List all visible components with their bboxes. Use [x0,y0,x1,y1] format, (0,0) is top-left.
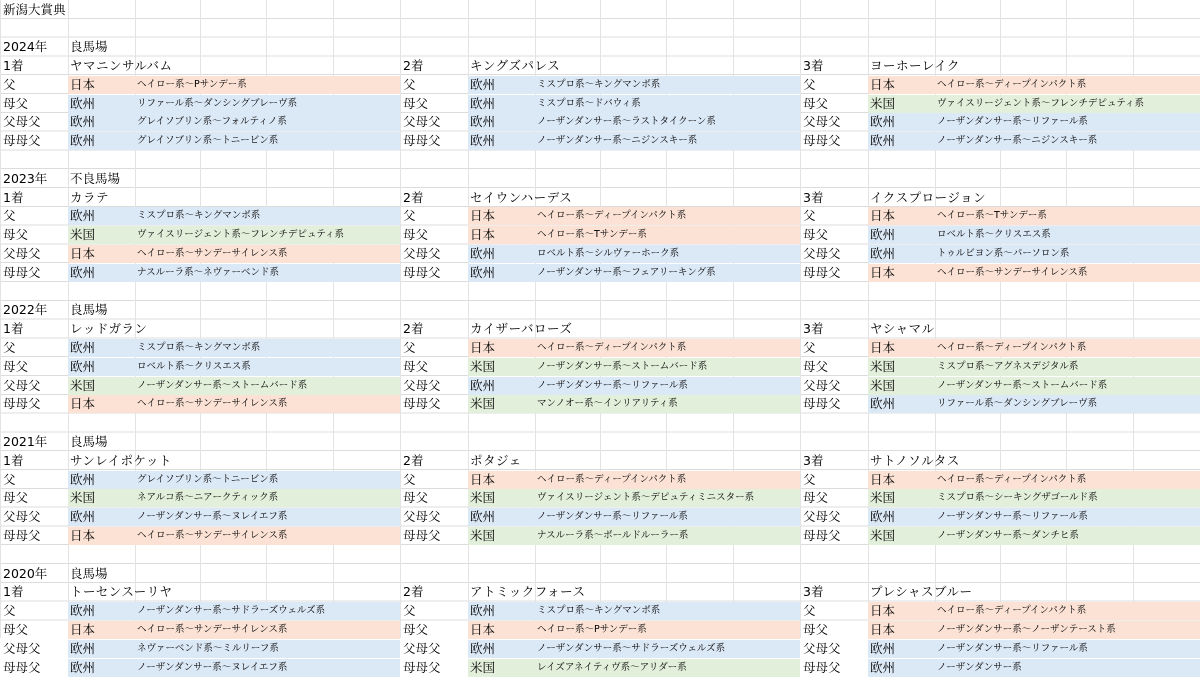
sire-line-cell[interactable]: ノーザンダンサー系～ストームバード系 [535,358,800,376]
region-cell[interactable]: 欧州 [868,395,935,413]
region-cell[interactable]: 欧州 [68,640,135,658]
horse-name-cell[interactable]: カイザーバローズ [470,321,573,337]
pedigree-label-cell[interactable]: 父母父 [3,640,41,656]
region-cell[interactable]: 欧州 [468,508,535,526]
pedigree-label-cell[interactable]: 母父 [403,490,429,506]
year-cell[interactable]: 2022年 [3,302,48,318]
region-cell[interactable]: 日本 [868,76,935,94]
sire-line-cell[interactable]: ノーザンダンサー系～リファール系 [535,508,800,526]
sire-line-cell[interactable]: ノーザンダンサー系～ニジンスキー系 [935,132,1200,150]
year-cell[interactable]: 2020年 [3,565,48,581]
sire-line-cell[interactable]: ミスプロ系～ドバウィ系 [535,95,800,113]
region-cell[interactable]: 欧州 [468,95,535,113]
region-cell[interactable]: 日本 [868,207,935,225]
placing-cell[interactable]: 1着 [3,189,24,205]
placing-cell[interactable]: 2着 [403,584,424,600]
region-cell[interactable]: 欧州 [468,113,535,131]
sire-line-cell[interactable]: レイズアネイティヴ系～アリダー系 [535,659,800,677]
region-cell[interactable]: 米国 [468,527,535,545]
region-cell[interactable]: 欧州 [68,358,135,376]
year-cell[interactable]: 2023年 [3,170,48,186]
region-cell[interactable]: 日本 [68,621,135,639]
sire-line-cell[interactable]: ヘイロー系～サンデーサイレンス系 [135,621,400,639]
region-cell[interactable]: 米国 [468,489,535,507]
pedigree-label-cell[interactable]: 母父 [803,95,829,111]
placing-cell[interactable]: 2着 [403,452,424,468]
region-cell[interactable]: 米国 [468,395,535,413]
region-cell[interactable]: 日本 [68,245,135,263]
pedigree-label-cell[interactable]: 父母父 [3,114,41,130]
pedigree-label-cell[interactable]: 母父 [803,227,829,243]
pedigree-label-cell[interactable]: 父 [403,76,416,92]
sire-line-cell[interactable]: ヘイロー系～Tサンデー系 [535,226,800,244]
pedigree-label-cell[interactable]: 母父 [3,621,29,637]
sire-line-cell[interactable]: ヘイロー系～サンデーサイレンス系 [135,527,400,545]
horse-name-cell[interactable]: ヨーホーレイク [870,57,960,73]
region-cell[interactable]: 欧州 [868,508,935,526]
sire-line-cell[interactable]: トゥルビヨン系～パーソロン系 [935,245,1200,263]
horse-name-cell[interactable]: レッドガラン [70,321,148,337]
sire-line-cell[interactable]: グレイソブリン系～トニービン系 [135,132,400,150]
pedigree-label-cell[interactable]: 父 [3,471,16,487]
pedigree-label-cell[interactable]: 父母父 [3,509,41,525]
sire-line-cell[interactable]: ヴァイスリージェント系～フレンチデピュティ系 [935,95,1200,113]
sire-line-cell[interactable]: ヘイロー系～ディープインパクト系 [935,76,1200,94]
sire-line-cell[interactable]: ノーザンダンサー系～リファール系 [935,113,1200,131]
pedigree-label-cell[interactable]: 母父 [803,621,829,637]
pedigree-label-cell[interactable]: 父 [803,603,816,619]
pedigree-label-cell[interactable]: 母母父 [803,527,841,543]
pedigree-label-cell[interactable]: 父 [403,603,416,619]
sire-line-cell[interactable]: ノーザンダンサー系～ノーザンテースト系 [935,621,1200,639]
sire-line-cell[interactable]: ノーザンダンサー系～ストームバード系 [135,377,400,395]
region-cell[interactable]: 欧州 [468,245,535,263]
sire-line-cell[interactable]: ミスプロ系～キングマンボ系 [535,76,800,94]
placing-cell[interactable]: 1着 [3,584,24,600]
track-condition-cell[interactable]: 良馬場 [70,433,108,449]
sire-line-cell[interactable]: ヘイロー系～ディープインパクト系 [935,339,1200,357]
sire-line-cell[interactable]: ミスプロ系～シーキングザゴールド系 [935,489,1200,507]
horse-name-cell[interactable]: イクスプロージョン [870,189,987,205]
placing-cell[interactable]: 1着 [3,57,24,73]
sire-line-cell[interactable]: ナスルーラ系～ボールドルーラー系 [535,527,800,545]
pedigree-label-cell[interactable]: 母父 [403,227,429,243]
horse-name-cell[interactable]: アトミックフォース [470,584,586,600]
region-cell[interactable]: 欧州 [68,132,135,150]
region-cell[interactable]: 欧州 [68,339,135,357]
placing-cell[interactable]: 3着 [803,584,824,600]
horse-name-cell[interactable]: プレシャスブルー [870,584,973,600]
pedigree-label-cell[interactable]: 父母父 [403,509,441,525]
placing-cell[interactable]: 2着 [403,189,424,205]
sire-line-cell[interactable]: ヴァイスリージェント系～デピュティミニスター系 [535,489,800,507]
pedigree-label-cell[interactable]: 母父 [3,227,29,243]
pedigree-label-cell[interactable]: 母母父 [803,396,841,412]
region-cell[interactable]: 欧州 [868,659,935,677]
pedigree-label-cell[interactable]: 母父 [803,490,829,506]
sire-line-cell[interactable]: ノーザンダンサー系 [935,659,1200,677]
pedigree-label-cell[interactable]: 父 [803,76,816,92]
region-cell[interactable]: 欧州 [68,207,135,225]
pedigree-label-cell[interactable]: 父 [3,208,16,224]
sire-line-cell[interactable]: マンノオー系～インリアリティ系 [535,395,800,413]
horse-name-cell[interactable]: キングズパレス [470,57,561,73]
region-cell[interactable]: 欧州 [868,245,935,263]
pedigree-label-cell[interactable]: 父 [3,339,16,355]
region-cell[interactable]: 米国 [868,489,935,507]
horse-name-cell[interactable]: ヤマニンサルバム [70,57,173,73]
pedigree-label-cell[interactable]: 母父 [3,95,29,111]
pedigree-label-cell[interactable]: 母母父 [403,527,441,543]
sire-line-cell[interactable]: ノーザンダンサー系～サドラーズウェルズ系 [135,602,400,620]
region-cell[interactable]: 欧州 [868,132,935,150]
pedigree-label-cell[interactable]: 父母父 [803,377,841,393]
pedigree-label-cell[interactable]: 母母父 [403,659,441,675]
sire-line-cell[interactable]: ノーザンダンサー系～リファール系 [935,508,1200,526]
pedigree-label-cell[interactable]: 母母父 [403,396,441,412]
region-cell[interactable]: 日本 [468,226,535,244]
sire-line-cell[interactable]: ノーザンダンサー系～ヌレイエフ系 [135,659,400,677]
region-cell[interactable]: 欧州 [468,132,535,150]
pedigree-label-cell[interactable]: 父 [803,208,816,224]
sire-line-cell[interactable]: ヘイロー系～サンデーサイレンス系 [135,245,400,263]
sire-line-cell[interactable]: ヴァイスリージェント系～フレンチデピュティ系 [135,226,400,244]
sire-line-cell[interactable]: ヘイロー系～ディープインパクト系 [535,207,800,225]
pedigree-label-cell[interactable]: 母父 [403,358,429,374]
pedigree-label-cell[interactable]: 父母父 [803,509,841,525]
pedigree-label-cell[interactable]: 父母父 [803,640,841,656]
region-cell[interactable]: 日本 [868,471,935,489]
year-cell[interactable]: 2024年 [3,39,48,55]
region-cell[interactable]: 欧州 [68,659,135,677]
sire-line-cell[interactable]: ヘイロー系～ディープインパクト系 [935,602,1200,620]
region-cell[interactable]: 米国 [868,358,935,376]
region-cell[interactable]: 日本 [68,76,135,94]
sire-line-cell[interactable]: ロベルト系～クリスエス系 [135,358,400,376]
sire-line-cell[interactable]: ミスプロ系～キングマンボ系 [135,339,400,357]
region-cell[interactable]: 欧州 [68,113,135,131]
placing-cell[interactable]: 3着 [803,321,824,337]
pedigree-label-cell[interactable]: 父 [803,471,816,487]
region-cell[interactable]: 欧州 [68,602,135,620]
sire-line-cell[interactable]: ノーザンダンサー系～サドラーズウェルズ系 [535,640,800,658]
pedigree-label-cell[interactable]: 母母父 [403,133,441,149]
pedigree-label-cell[interactable]: 父 [403,208,416,224]
pedigree-label-cell[interactable]: 母父 [403,95,429,111]
sire-line-cell[interactable]: ヘイロー系～サンデーサイレンス系 [935,264,1200,282]
region-cell[interactable]: 欧州 [68,508,135,526]
pedigree-label-cell[interactable]: 父母父 [403,245,441,261]
sire-line-cell[interactable]: ネヴァーベンド系～ミルリーフ系 [135,640,400,658]
placing-cell[interactable]: 3着 [803,189,824,205]
placing-cell[interactable]: 3着 [803,57,824,73]
sheet-title[interactable]: 新潟大賞典 [3,1,66,17]
year-cell[interactable]: 2021年 [3,433,48,449]
region-cell[interactable]: 欧州 [868,640,935,658]
placing-cell[interactable]: 2着 [403,57,424,73]
pedigree-label-cell[interactable]: 母母父 [3,659,41,675]
sire-line-cell[interactable]: グレイソブリン系～フォルティノ系 [135,113,400,131]
pedigree-label-cell[interactable]: 父母父 [403,114,441,130]
region-cell[interactable]: 日本 [868,621,935,639]
pedigree-label-cell[interactable]: 父母父 [803,114,841,130]
pedigree-label-cell[interactable]: 父 [403,471,416,487]
pedigree-label-cell[interactable]: 父 [403,339,416,355]
pedigree-label-cell[interactable]: 母母父 [3,264,41,280]
horse-name-cell[interactable]: ポタジェ [470,452,522,468]
pedigree-label-cell[interactable]: 母母父 [803,659,841,675]
pedigree-label-cell[interactable]: 母母父 [3,133,41,149]
region-cell[interactable]: 日本 [868,339,935,357]
region-cell[interactable]: 欧州 [868,226,935,244]
horse-name-cell[interactable]: トーセンスーリヤ [70,584,173,600]
region-cell[interactable]: 日本 [468,207,535,225]
pedigree-label-cell[interactable]: 父 [3,603,16,619]
sire-line-cell[interactable]: リファール系～ダンシングブレーヴ系 [135,95,400,113]
region-cell[interactable]: 日本 [468,471,535,489]
sire-line-cell[interactable]: ミスプロ系～アグネスデジタル系 [935,358,1200,376]
sire-line-cell[interactable]: リファール系～ダンシングブレーヴ系 [935,395,1200,413]
region-cell[interactable]: 米国 [868,377,935,395]
sire-line-cell[interactable]: ロベルト系～クリスエス系 [935,226,1200,244]
sire-line-cell[interactable]: ノーザンダンサー系～ニジンスキー系 [535,132,800,150]
pedigree-label-cell[interactable]: 母母父 [403,264,441,280]
placing-cell[interactable]: 1着 [3,321,24,337]
sire-line-cell[interactable]: ナスルーラ系～ネヴァーベンド系 [135,264,400,282]
region-cell[interactable]: 日本 [468,621,535,639]
track-condition-cell[interactable]: 不良馬場 [70,170,121,186]
sire-line-cell[interactable]: グレイソブリン系～トニービン系 [135,471,400,489]
region-cell[interactable]: 欧州 [868,113,935,131]
region-cell[interactable]: 米国 [468,659,535,677]
sire-line-cell[interactable]: ノーザンダンサー系～リファール系 [935,640,1200,658]
region-cell[interactable]: 米国 [468,358,535,376]
pedigree-label-cell[interactable]: 母母父 [803,133,841,149]
pedigree-label-cell[interactable]: 母母父 [803,264,841,280]
region-cell[interactable]: 欧州 [468,76,535,94]
track-condition-cell[interactable]: 良馬場 [70,302,108,318]
placing-cell[interactable]: 2着 [403,321,424,337]
region-cell[interactable]: 欧州 [468,602,535,620]
sire-line-cell[interactable]: ヘイロー系～ディープインパクト系 [535,471,800,489]
region-cell[interactable]: 米国 [68,226,135,244]
horse-name-cell[interactable]: セイウンハーデス [470,189,573,205]
pedigree-label-cell[interactable]: 父母父 [403,640,441,656]
placing-cell[interactable]: 3着 [803,452,824,468]
region-cell[interactable]: 日本 [68,395,135,413]
pedigree-label-cell[interactable]: 父 [3,76,16,92]
region-cell[interactable]: 日本 [868,264,935,282]
sire-line-cell[interactable]: ヘイロー系～サンデーサイレンス系 [135,395,400,413]
region-cell[interactable]: 米国 [68,377,135,395]
sire-line-cell[interactable]: ノーザンダンサー系～ラストタイクーン系 [535,113,800,131]
sire-line-cell[interactable]: ネアルコ系～ニアークティック系 [135,489,400,507]
region-cell[interactable]: 欧州 [468,640,535,658]
region-cell[interactable]: 欧州 [68,264,135,282]
pedigree-label-cell[interactable]: 父母父 [3,245,41,261]
region-cell[interactable]: 欧州 [68,471,135,489]
sire-line-cell[interactable]: ノーザンダンサー系～リファール系 [535,377,800,395]
sire-line-cell[interactable]: ノーザンダンサー系～フェアリーキング系 [535,264,800,282]
region-cell[interactable]: 日本 [868,602,935,620]
track-condition-cell[interactable]: 良馬場 [70,565,108,581]
region-cell[interactable]: 米国 [868,95,935,113]
horse-name-cell[interactable]: サンレイポケット [70,452,172,468]
region-cell[interactable]: 米国 [868,527,935,545]
track-condition-cell[interactable]: 良馬場 [70,39,108,55]
sire-line-cell[interactable]: ノーザンダンサー系～ストームバード系 [935,377,1200,395]
pedigree-label-cell[interactable]: 母父 [3,358,29,374]
region-cell[interactable]: 欧州 [468,264,535,282]
sire-line-cell[interactable]: ノーザンダンサー系～ヌレイエフ系 [135,508,400,526]
horse-name-cell[interactable]: カラテ [70,189,110,205]
pedigree-label-cell[interactable]: 父母父 [3,377,41,393]
pedigree-label-cell[interactable]: 母父 [803,358,829,374]
sire-line-cell[interactable]: ヘイロー系～Tサンデー系 [935,207,1200,225]
pedigree-label-cell[interactable]: 母父 [3,490,29,506]
pedigree-label-cell[interactable]: 母母父 [3,396,41,412]
region-cell[interactable]: 米国 [68,489,135,507]
region-cell[interactable]: 日本 [468,339,535,357]
pedigree-label-cell[interactable]: 母父 [403,621,429,637]
horse-name-cell[interactable]: ヤシャマル [870,321,935,337]
sire-line-cell[interactable]: ロベルト系～シルヴァーホーク系 [535,245,800,263]
sire-line-cell[interactable]: ミスプロ系～キングマンボ系 [135,207,400,225]
sire-line-cell[interactable]: ヘイロー系～Pサンデー系 [535,621,800,639]
region-cell[interactable]: 欧州 [68,95,135,113]
sire-line-cell[interactable]: ミスプロ系～キングマンボ系 [535,602,800,620]
pedigree-label-cell[interactable]: 父母父 [403,377,441,393]
region-cell[interactable]: 日本 [68,527,135,545]
placing-cell[interactable]: 1着 [3,452,24,468]
region-cell[interactable]: 欧州 [468,377,535,395]
sire-line-cell[interactable]: ヘイロー系～Pサンデー系 [135,76,400,94]
pedigree-label-cell[interactable]: 父 [803,339,816,355]
pedigree-label-cell[interactable]: 母母父 [3,527,41,543]
pedigree-label-cell[interactable]: 父母父 [803,245,841,261]
sire-line-cell[interactable]: ノーザンダンサー系～ダンチヒ系 [935,527,1200,545]
sire-line-cell[interactable]: ヘイロー系～ディープインパクト系 [935,471,1200,489]
horse-name-cell[interactable]: サトノソルタス [870,452,960,468]
sire-line-cell[interactable]: ヘイロー系～ディープインパクト系 [535,339,800,357]
